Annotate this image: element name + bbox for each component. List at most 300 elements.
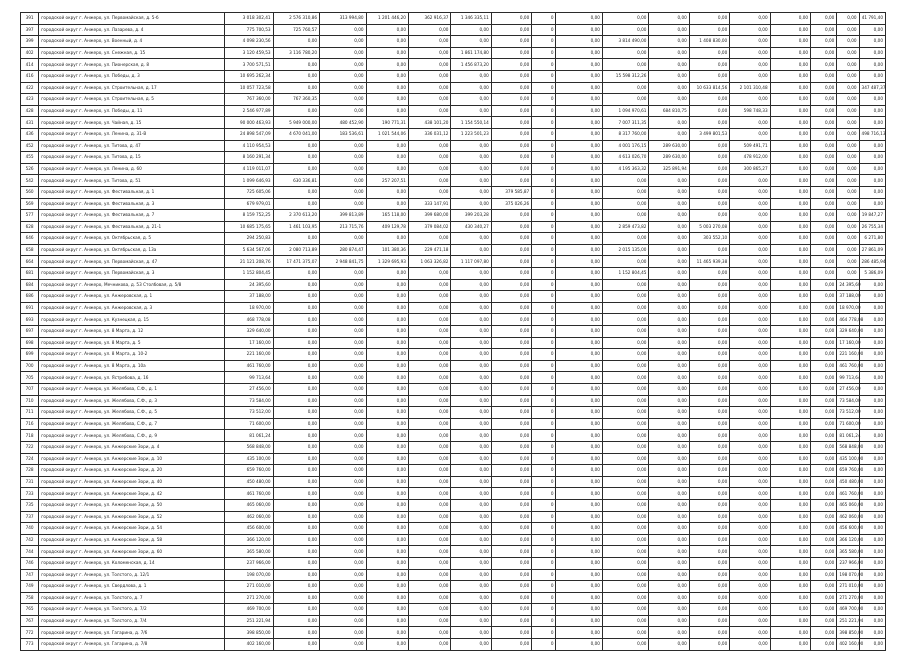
value-cell: 0,00: [770, 465, 810, 477]
value-cell: 402 160,00: [225, 639, 274, 651]
value-cell: 0: [532, 210, 556, 222]
value-cell: 2 370 613,20: [273, 210, 319, 222]
value-cell: 0,00: [451, 233, 491, 245]
value-cell: 0,00: [273, 233, 319, 245]
value-cell: 0,00: [649, 418, 689, 430]
value-cell: 0,00: [491, 70, 531, 82]
value-cell: 0,00: [689, 453, 729, 465]
value-cell: 0,00: [602, 418, 648, 430]
row-number-cell: 699: [21, 349, 39, 361]
value-cell: 0,00: [859, 47, 885, 59]
value-cell: 0,00: [837, 152, 859, 164]
value-cell: 0,00: [689, 175, 729, 187]
value-cell: 0,00: [408, 430, 450, 442]
value-cell: 0,00: [689, 105, 729, 117]
value-cell: 0: [532, 175, 556, 187]
value-cell: 0,00: [556, 24, 602, 36]
value-cell: 0,00: [320, 24, 366, 36]
value-cell: 0,00: [273, 615, 319, 627]
table-row: [21, 604, 886, 616]
value-cell: 684 810,75: [649, 105, 689, 117]
value-cell: 221 160,00: [837, 349, 859, 361]
value-cell: 0,00: [602, 233, 648, 245]
value-cell: 0,00: [770, 47, 810, 59]
value-cell: 0,00: [451, 499, 491, 511]
value-cell: 0,00: [770, 233, 810, 245]
value-cell: 0,00: [491, 302, 531, 314]
value-cell: 0,00: [451, 581, 491, 593]
value-cell: 0,00: [730, 581, 770, 593]
address-cell: городской округ г. Анжеро, ул. Фестивальная, д. 1: [39, 186, 225, 198]
value-cell: 0,00: [837, 268, 859, 280]
value-cell: 0,00: [320, 94, 366, 106]
value-cell: 0,00: [649, 384, 689, 396]
value-cell: 0,00: [837, 244, 859, 256]
value-cell: 0,00: [770, 349, 810, 361]
address-cell: городской округ г. Анжеро, ул. 8 Марта, д. 12: [39, 326, 225, 338]
address-cell: городской округ г. Анжеро, ул. Чайная, д. 15: [39, 117, 225, 129]
value-cell: 0,00: [556, 117, 602, 129]
value-cell: 0,00: [602, 291, 648, 303]
value-cell: 0,00: [602, 326, 648, 338]
value-cell: 461 760,00: [837, 488, 859, 500]
value-cell: 0,00: [320, 430, 366, 442]
address-cell: городской округ г. Анжеро, ул. Анжеровская, д. 3: [39, 302, 225, 314]
value-cell: 0,00: [859, 511, 885, 523]
table-row: [21, 36, 886, 48]
value-cell: 0,00: [273, 569, 319, 581]
value-cell: 0,00: [649, 488, 689, 500]
value-cell: 0,00: [320, 523, 366, 535]
value-cell: 0,00: [366, 326, 408, 338]
address-cell: городской округ г. Анжеро, ул. Анжерские Зори, д. 54: [39, 523, 225, 535]
value-cell: 0,00: [366, 430, 408, 442]
value-cell: 0,00: [811, 372, 837, 384]
value-cell: 0,00: [649, 430, 689, 442]
value-cell: 0,00: [366, 499, 408, 511]
value-cell: 0,00: [811, 59, 837, 71]
value-cell: 0,00: [689, 210, 729, 222]
value-cell: 366 120,00: [837, 534, 859, 546]
row-number-cell: 452: [21, 140, 39, 152]
value-cell: 0,00: [320, 557, 366, 569]
value-cell: 0,00: [451, 152, 491, 164]
row-number-cell: 697: [21, 326, 39, 338]
row-number-cell: 758: [21, 592, 39, 604]
value-cell: 4 119 011,07: [225, 163, 274, 175]
value-cell: 0,00: [859, 279, 885, 291]
row-number-cell: 744: [21, 546, 39, 558]
value-cell: 257 207,51: [366, 175, 408, 187]
value-cell: 0,00: [451, 244, 491, 256]
value-cell: 0,00: [649, 592, 689, 604]
value-cell: 0,00: [556, 499, 602, 511]
value-cell: 0,00: [859, 407, 885, 419]
value-cell: 0: [532, 128, 556, 140]
value-cell: 73 512,00: [837, 407, 859, 419]
value-cell: 0,00: [556, 488, 602, 500]
value-cell: 1 346 335,11: [451, 13, 491, 25]
table-row: [21, 256, 886, 268]
value-cell: 0,00: [320, 615, 366, 627]
value-cell: 0,00: [689, 244, 729, 256]
value-cell: 237 966,00: [837, 557, 859, 569]
value-cell: 251 221,94: [225, 615, 274, 627]
value-cell: 0,00: [602, 256, 648, 268]
table-row: [21, 82, 886, 94]
value-cell: 165 118,00: [366, 210, 408, 222]
value-cell: 0,00: [366, 407, 408, 419]
value-cell: 73 512,00: [225, 407, 274, 419]
table-row: [21, 24, 886, 36]
value-cell: 0,00: [770, 36, 810, 48]
value-cell: 0,00: [491, 465, 531, 477]
value-cell: 0,00: [770, 384, 810, 396]
value-cell: 0,00: [491, 314, 531, 326]
value-cell: 0,00: [811, 105, 837, 117]
table-row: [21, 105, 886, 117]
table-row: [21, 210, 886, 222]
value-cell: 0,00: [273, 186, 319, 198]
value-cell: 0,00: [451, 384, 491, 396]
value-cell: 1 099 646,93: [225, 175, 274, 187]
value-cell: 0: [532, 488, 556, 500]
value-cell: 0,00: [451, 105, 491, 117]
value-cell: 0,00: [811, 314, 837, 326]
value-cell: 0,00: [320, 70, 366, 82]
value-cell: 0,00: [408, 337, 450, 349]
table-row: [21, 128, 886, 140]
value-cell: 0,00: [770, 592, 810, 604]
table-row: [21, 639, 886, 651]
value-cell: 0,00: [689, 349, 729, 361]
value-cell: 0,00: [811, 384, 837, 396]
row-number-cell: 402: [21, 47, 39, 59]
value-cell: 0,00: [491, 152, 531, 164]
value-cell: 0,00: [837, 24, 859, 36]
table-row: [21, 384, 886, 396]
value-cell: 336 031,12: [408, 128, 450, 140]
row-number-cell: 577: [21, 210, 39, 222]
value-cell: 0,00: [320, 326, 366, 338]
value-cell: 0,00: [491, 395, 531, 407]
address-cell: городской округ г. Анжеро, ул. Строительная, д. 17: [39, 82, 225, 94]
value-cell: 0,00: [366, 337, 408, 349]
value-cell: 0,00: [451, 24, 491, 36]
value-cell: 0,00: [408, 105, 450, 117]
row-number-cell: 767: [21, 615, 39, 627]
address-cell: городской округ г. Анжеро, ул. Ястребова, д. 16: [39, 372, 225, 384]
value-cell: 0,00: [556, 557, 602, 569]
value-cell: 0,00: [730, 534, 770, 546]
row-number-cell: 711: [21, 407, 39, 419]
value-cell: 0,00: [366, 395, 408, 407]
value-cell: 0,00: [859, 302, 885, 314]
value-cell: 0,00: [366, 441, 408, 453]
value-cell: 0,00: [770, 476, 810, 488]
value-cell: 0,00: [556, 441, 602, 453]
value-cell: 41 791,40: [859, 13, 885, 25]
value-cell: 271 010,00: [225, 581, 274, 593]
value-cell: 0,00: [273, 476, 319, 488]
value-cell: 0: [532, 244, 556, 256]
value-cell: 0,00: [556, 82, 602, 94]
value-cell: 0,00: [811, 279, 837, 291]
value-cell: 0,00: [556, 128, 602, 140]
value-cell: 6 271,80: [859, 233, 885, 245]
table-row: [21, 372, 886, 384]
value-cell: 0,00: [649, 441, 689, 453]
value-cell: 0,00: [689, 186, 729, 198]
address-cell: городской округ г. Анжеро, ул. Анжерские Зори, д. 40: [39, 476, 225, 488]
value-cell: 0,00: [730, 221, 770, 233]
value-cell: 0,00: [730, 360, 770, 372]
value-cell: 0: [532, 418, 556, 430]
value-cell: 0,00: [556, 163, 602, 175]
table-row: [21, 441, 886, 453]
value-cell: 0,00: [320, 453, 366, 465]
value-cell: 0,00: [811, 117, 837, 129]
table-row: [21, 418, 886, 430]
value-cell: 0,00: [320, 395, 366, 407]
table-row: [21, 59, 886, 71]
value-cell: 2 080 713,89: [273, 244, 319, 256]
value-cell: 0,00: [859, 175, 885, 187]
value-cell: 0,00: [556, 279, 602, 291]
value-cell: 0: [532, 163, 556, 175]
table-row: [21, 152, 886, 164]
value-cell: 0,00: [859, 360, 885, 372]
value-cell: 5 634 567,06: [225, 244, 274, 256]
value-cell: 0,00: [770, 291, 810, 303]
value-cell: 0,00: [689, 326, 729, 338]
value-cell: 0,00: [689, 314, 729, 326]
value-cell: 0,00: [649, 47, 689, 59]
value-cell: 0,00: [602, 198, 648, 210]
value-cell: 0,00: [859, 59, 885, 71]
value-cell: 0,00: [556, 476, 602, 488]
value-cell: 0,00: [556, 175, 602, 187]
value-cell: 81 061,24: [837, 430, 859, 442]
value-cell: 0,00: [366, 546, 408, 558]
value-cell: 0,00: [811, 210, 837, 222]
value-cell: 0,00: [491, 140, 531, 152]
value-cell: 0,00: [491, 163, 531, 175]
value-cell: 0,00: [770, 268, 810, 280]
value-cell: 0,00: [320, 36, 366, 48]
value-cell: 37 188,00: [225, 291, 274, 303]
value-cell: 0,00: [451, 140, 491, 152]
value-cell: 0,00: [730, 592, 770, 604]
value-cell: 0,00: [649, 24, 689, 36]
value-cell: 0,00: [859, 546, 885, 558]
value-cell: 0: [532, 152, 556, 164]
value-cell: 0,00: [408, 233, 450, 245]
value-cell: 1 461 103,95: [273, 221, 319, 233]
value-cell: 0,00: [730, 615, 770, 627]
value-cell: 0,00: [770, 546, 810, 558]
value-cell: 0,00: [811, 24, 837, 36]
value-cell: 0,00: [837, 175, 859, 187]
value-cell: 0,00: [320, 163, 366, 175]
value-cell: 0,00: [649, 256, 689, 268]
value-cell: 0,00: [451, 198, 491, 210]
address-cell: городской округ г. Анжеро, ул. Свердлова, д. 1: [39, 581, 225, 593]
value-cell: 0,00: [770, 198, 810, 210]
value-cell: 0,00: [602, 279, 648, 291]
value-cell: 0: [532, 523, 556, 535]
value-cell: 5 949 000,00: [273, 117, 319, 129]
value-cell: 0,00: [730, 395, 770, 407]
value-cell: 0,00: [730, 569, 770, 581]
value-cell: 0,00: [649, 94, 689, 106]
value-cell: 0: [532, 70, 556, 82]
value-cell: 0,00: [837, 82, 859, 94]
value-cell: 0,00: [859, 488, 885, 500]
value-cell: 0,00: [602, 337, 648, 349]
value-cell: 0,00: [689, 337, 729, 349]
value-cell: 0,00: [859, 326, 885, 338]
value-cell: 0,00: [730, 36, 770, 48]
value-cell: 464 778,08: [837, 314, 859, 326]
value-cell: 0,00: [556, 465, 602, 477]
value-cell: 3 120 459,53: [225, 47, 274, 59]
value-cell: 0,00: [859, 70, 885, 82]
value-cell: 99 713,64: [225, 372, 274, 384]
value-cell: 0,00: [556, 221, 602, 233]
value-cell: 767 360,35: [273, 94, 319, 106]
value-cell: 0,00: [408, 592, 450, 604]
value-cell: 0,00: [811, 198, 837, 210]
row-number-cell: 664: [21, 256, 39, 268]
value-cell: 0,00: [320, 465, 366, 477]
value-cell: 0,00: [556, 407, 602, 419]
value-cell: 1 201 446,20: [366, 13, 408, 25]
value-cell: 0,00: [491, 24, 531, 36]
value-cell: 0,00: [451, 407, 491, 419]
value-cell: 0,00: [556, 337, 602, 349]
value-cell: 0,00: [811, 291, 837, 303]
value-cell: 0,00: [320, 418, 366, 430]
value-cell: 221 160,00: [225, 349, 274, 361]
value-cell: 0,00: [491, 488, 531, 500]
value-cell: 509 491,71: [730, 140, 770, 152]
value-cell: 0,00: [770, 639, 810, 651]
row-number-cell: 716: [21, 418, 39, 430]
value-cell: 0: [532, 24, 556, 36]
value-cell: 271 270,00: [225, 592, 274, 604]
value-cell: 0,00: [811, 557, 837, 569]
value-cell: 0,00: [491, 523, 531, 535]
value-cell: 0,00: [730, 430, 770, 442]
value-cell: 73 584,00: [837, 395, 859, 407]
value-cell: 0,00: [770, 210, 810, 222]
value-cell: 0,00: [811, 523, 837, 535]
value-cell: 0,00: [273, 337, 319, 349]
value-cell: 0,00: [811, 244, 837, 256]
value-cell: 0,00: [689, 360, 729, 372]
value-cell: 0: [532, 615, 556, 627]
value-cell: 0,00: [491, 349, 531, 361]
value-cell: 0,00: [837, 210, 859, 222]
value-cell: 0,00: [273, 534, 319, 546]
value-cell: 21 121 208,76: [225, 256, 274, 268]
value-cell: 0,00: [491, 615, 531, 627]
address-cell: городской округ г. Анжеро, ул. Строительная, д. 5: [39, 94, 225, 106]
value-cell: 0,00: [366, 268, 408, 280]
value-cell: 498 716,13: [859, 128, 885, 140]
value-cell: 0,00: [320, 627, 366, 639]
value-cell: 0,00: [859, 163, 885, 175]
value-cell: 0,00: [366, 291, 408, 303]
value-cell: 0,00: [859, 337, 885, 349]
value-cell: 0,00: [730, 465, 770, 477]
table-row: [21, 140, 886, 152]
value-cell: 10 695 262,34: [225, 70, 274, 82]
value-cell: 0: [532, 221, 556, 233]
value-cell: 0,00: [602, 627, 648, 639]
value-cell: 0,00: [451, 534, 491, 546]
value-cell: 0,00: [320, 175, 366, 187]
value-cell: 0,00: [556, 523, 602, 535]
value-cell: 0,00: [451, 488, 491, 500]
value-cell: 0,00: [408, 279, 450, 291]
value-cell: 0,00: [451, 372, 491, 384]
value-cell: 0,00: [689, 198, 729, 210]
value-cell: 0,00: [366, 47, 408, 59]
table-row: [21, 511, 886, 523]
value-cell: 399 203,28: [451, 210, 491, 222]
value-cell: 0,00: [859, 314, 885, 326]
value-cell: 0,00: [491, 268, 531, 280]
value-cell: 0,00: [366, 569, 408, 581]
value-cell: 8 317 760,00: [602, 128, 648, 140]
value-cell: 0,00: [273, 384, 319, 396]
value-cell: 0,00: [366, 314, 408, 326]
value-cell: 0,00: [320, 233, 366, 245]
value-cell: 0,00: [602, 615, 648, 627]
value-cell: 0,00: [649, 13, 689, 25]
row-number-cell: 740: [21, 523, 39, 535]
table-row: [21, 117, 886, 129]
value-cell: 0,00: [556, 384, 602, 396]
value-cell: 0,00: [770, 627, 810, 639]
value-cell: 0,00: [649, 244, 689, 256]
value-cell: 0,00: [811, 511, 837, 523]
value-cell: 0,00: [491, 407, 531, 419]
value-cell: 0,00: [320, 140, 366, 152]
value-cell: 17 160,00: [225, 337, 274, 349]
value-cell: 0,00: [602, 372, 648, 384]
value-cell: 294 250,83: [225, 233, 274, 245]
value-cell: 0,00: [811, 256, 837, 268]
address-cell: городской округ г. Анжеро, ул. Победы, д. 11: [39, 105, 225, 117]
value-cell: 0,00: [649, 581, 689, 593]
value-cell: 0,00: [811, 569, 837, 581]
value-cell: 0: [532, 453, 556, 465]
address-cell: городской округ г. Анжеро, ул. Толстого, д. 7: [39, 592, 225, 604]
value-cell: 0,00: [811, 94, 837, 106]
value-cell: 0,00: [491, 210, 531, 222]
value-cell: 0,00: [320, 268, 366, 280]
value-cell: 462 060,00: [225, 511, 274, 523]
spreadsheet-page: [20, 12, 886, 651]
value-cell: 4 001 176,15: [602, 140, 648, 152]
address-cell: городской округ г. Анжеро, ул. Ленина, д. 60: [39, 163, 225, 175]
value-cell: 0,00: [273, 453, 319, 465]
value-cell: 271 010,00: [837, 581, 859, 593]
address-cell: городской округ г. Анжеро, ул. Фестивальная, д. 21-1: [39, 221, 225, 233]
